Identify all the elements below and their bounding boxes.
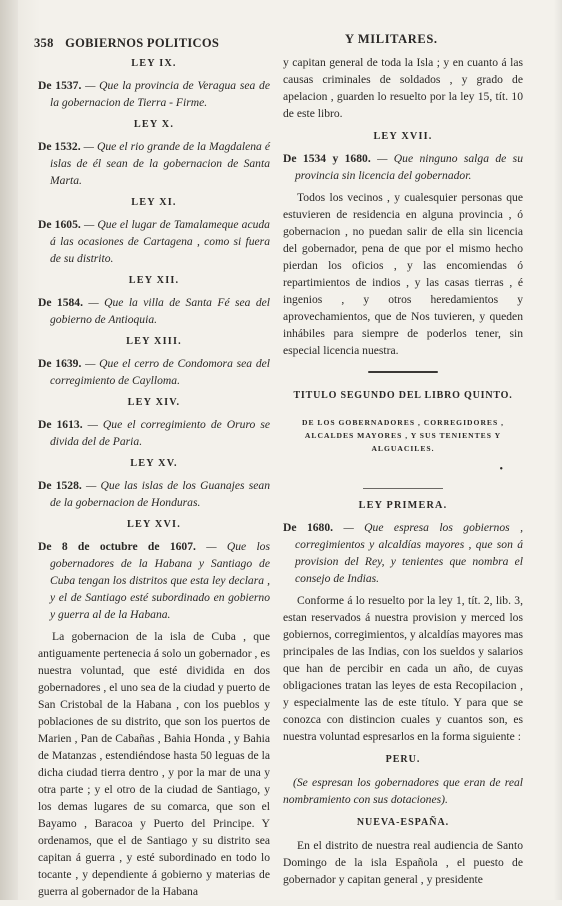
law-heading: LEY XVI. bbox=[127, 519, 181, 530]
law-heading: LEY IX. bbox=[131, 58, 177, 69]
law-title: — Que el lugar de Tamalameque acuda á las ocasiones de Cartagena , como si fuera de su distrito. bbox=[50, 218, 270, 265]
law-title: — Que las islas de los Guanajes sean de la gobernacion de Honduras. bbox=[50, 479, 270, 509]
law-title: — Que ninguno salga de su provincia sin licencia del gobernador. bbox=[295, 152, 523, 182]
law-date: De 1680. bbox=[283, 521, 334, 534]
law-summary bbox=[38, 538, 270, 623]
law-summary bbox=[38, 416, 270, 450]
title-heading: TITULO SEGUNDO DEL LIBRO QUINTO. bbox=[293, 390, 513, 401]
law-date: De 8 de octubre de 1607. bbox=[38, 540, 196, 553]
editorial-note: (Se espresan los gobernadores que eran de real nombramiento con sus dotaciones). bbox=[283, 776, 523, 806]
running-title-right: Y MILITARES. bbox=[345, 32, 438, 46]
law-summary bbox=[38, 477, 270, 511]
law-summary bbox=[38, 294, 270, 328]
law-date: De 1584. bbox=[38, 296, 83, 309]
law-title: — Que los gobernadores de la Habana y Santiago de Cuba tengan los distritos que esta ley declara , y el de Santiago esté subordinado en gobierno y guerra al de la Habana. bbox=[50, 540, 270, 621]
law-heading: LEY XIV. bbox=[127, 397, 181, 408]
law-title: — Que la villa de Santa Fé sea del gobierno de Antioquia. bbox=[50, 296, 270, 326]
right-column bbox=[283, 54, 523, 894]
law-summary bbox=[38, 138, 270, 189]
law-heading: LEY XIII. bbox=[126, 336, 182, 347]
running-header-left bbox=[34, 36, 274, 51]
title-subheading: DE LOS GOBERNADORES , CORREGIDORES , ALCALDES MAYORES , Y SUS TENIENTES Y ALGUACILES. bbox=[301, 418, 505, 453]
law-title: — Que el cerro de Condomora sea del corregimiento de Caylloma. bbox=[50, 357, 270, 387]
law-heading: LEY XV. bbox=[130, 458, 178, 469]
law-title: — Que el corregimiento de Oruro se divida del de Paria. bbox=[50, 418, 270, 448]
law-title: — Que espresa los gobiernos , corregimientos y alcaldías mayores , que son á provision del Rey, y tenientes que nombra el consejo de Indias. bbox=[295, 521, 523, 585]
law-body-paragraph: La gobernacion de la isla de Cuba , que antiguamente pertenecia á solo un gobernador , es nuestra voluntad, que esté dividida en dos gobernadores , el uno sea de la ciudad y puerto de San Cristobal de la Habana , con los pueblos y poblaciones de su distrito, que son los puertos de Marien , Pan de Cabañas , Bahia Honda , y Bahia de Matanzas , estendiéndose hasta 50 leguas de la dicha ciudad tierra dentro , y por la mar de una y otra parte ; y el otro de la ciudad de Santiago, y los demas lugares de su comarca, que son el Bayamo , Baracoa y Puerto del Principe. Y ordenamos, que el de Santiago y su distrito sea capitan á guerra , y esté subordinado en todo lo tocante , y dependiente á gobierno y materias de guerra al gobernador de la Habana bbox=[38, 630, 270, 898]
law-body-paragraph: y capitan general de toda la Isla ; y en cuanto á las causas criminales de soldados , y grado de apelacion , guarden lo resuelto por la ley 15, tít. 10 de este libro. bbox=[283, 56, 523, 120]
ink-dot: • bbox=[499, 464, 503, 475]
law-body-paragraph: Todos los vecinos , y cualesquier personas que estuvieren de residencia en alguna provincia , ó gobernacion , no puedan salir de ella sin licencia del gobernador, pena de que por el mismo hecho pierdan los oficios , y las encomiendas ó repartimientos de indios , y las casas tierras , é ingenios , y otros heredamientos y aprovechamientos, que de Nos tuvieren, y queden inhábiles para siempre de poderlos tener, sin especial licencia nuestra. bbox=[283, 191, 523, 357]
law-heading: LEY X. bbox=[133, 119, 175, 130]
law-summary bbox=[38, 216, 270, 267]
law-date: De 1534 y 1680. bbox=[283, 152, 371, 165]
law-date: De 1605. bbox=[38, 218, 81, 231]
short-rule bbox=[363, 488, 443, 489]
page-edge-shadow bbox=[554, 0, 562, 900]
law-summary bbox=[38, 355, 270, 389]
law-body-paragraph: En el distrito de nuestra real audiencia de Santo Domingo de la isla Española , el puesto de gobernador y capitan general , y presidente bbox=[283, 839, 523, 886]
page-gutter bbox=[0, 0, 18, 900]
law-summary bbox=[38, 77, 270, 111]
left-column bbox=[38, 53, 270, 906]
law-title: — Que el rio grande de la Magdalena é islas de él sean de la gobernacion de Santa Marta. bbox=[50, 140, 270, 187]
law-body-paragraph: Conforme á lo resuelto por la ley 1, tít. 2, lib. 3, estan reservados á nuestra provision y merced los gobiernos, corregimientos, y alcaldías mayores mas principales de las Indias, con los sueldos y salarios que han de percibir en cada un año, de cuyas obligaciones tratan las leyes de esta Recopilacion , y especialmente las de este título. Y para que se conozca con distincion cuales y cuantos son, es nuestra voluntad espresarlos en la forma siguiente : bbox=[283, 594, 523, 743]
law-summary bbox=[283, 519, 523, 587]
law-heading: LEY PRIMERA. bbox=[358, 500, 448, 511]
region-heading-peru: PERU. bbox=[385, 754, 421, 765]
law-date: De 1528. bbox=[38, 479, 82, 492]
law-heading: LEY XII. bbox=[128, 275, 180, 286]
law-heading: LEY XI. bbox=[131, 197, 177, 208]
section-divider bbox=[368, 371, 438, 373]
region-heading-nueva-espana: NUEVA-ESPAÑA. bbox=[356, 817, 450, 828]
law-date: De 1537. bbox=[38, 79, 82, 92]
law-heading: LEY XVII. bbox=[373, 131, 433, 142]
law-date: De 1532. bbox=[38, 140, 81, 153]
page-number: 358 bbox=[34, 36, 54, 50]
running-title-left: GOBIERNOS POLITICOS bbox=[65, 36, 220, 50]
law-date: De 1639. bbox=[38, 357, 82, 370]
law-summary bbox=[283, 150, 523, 184]
law-date: De 1613. bbox=[38, 418, 83, 431]
law-title: — Que la provincia de Veragua sea de la gobernacion de Tierra - Firme. bbox=[50, 79, 270, 109]
